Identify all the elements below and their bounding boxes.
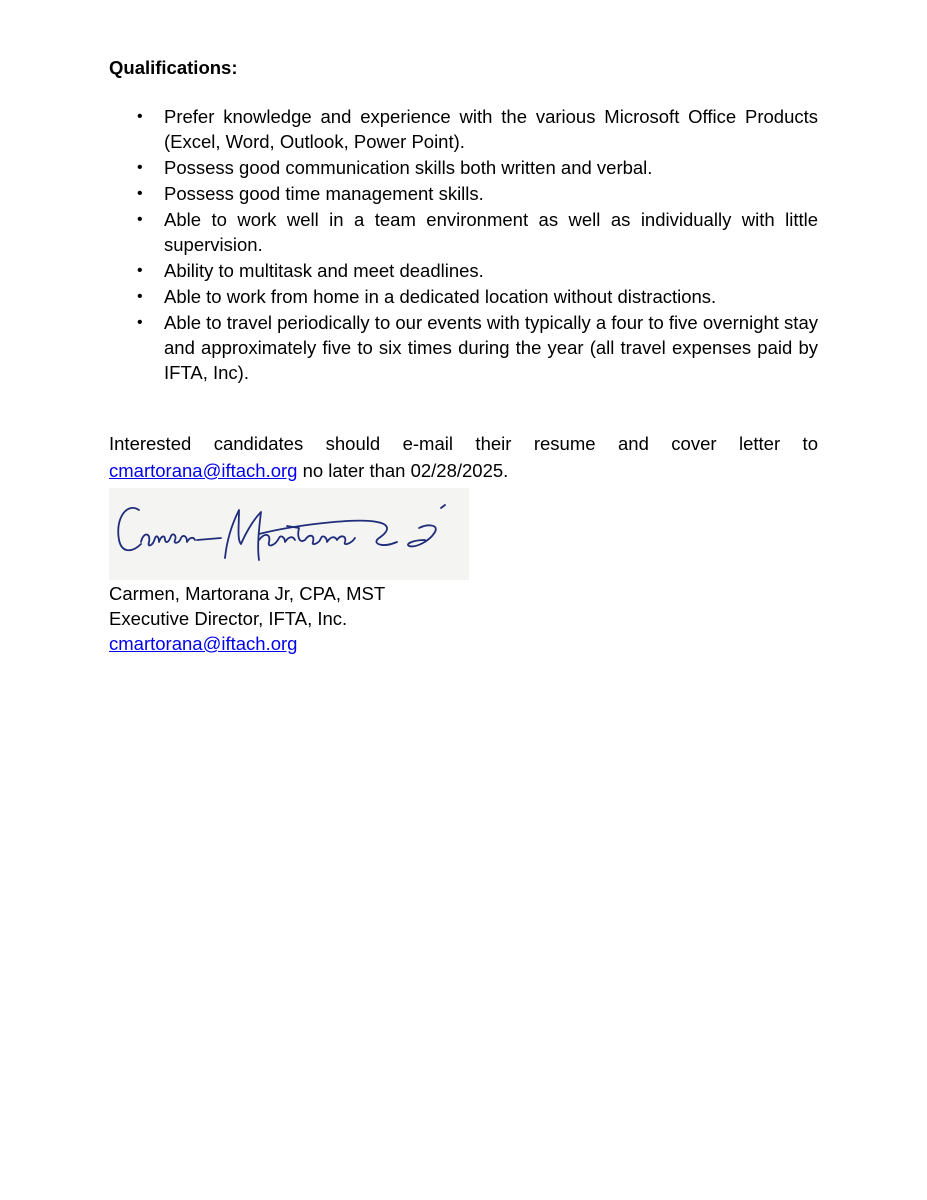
signer-title: Executive Director, IFTA, Inc.: [109, 608, 348, 629]
application-deadline: no later than 02/28/2025.: [297, 460, 509, 481]
list-item-text: Able to work well in a team environment as well as individually with little supervision.: [164, 209, 818, 255]
qualifications-heading: Qualifications:: [109, 57, 238, 78]
list-item-text: Able to travel periodically to our events with typically a four to five overnight stay and approximately five to six times during the year (all travel expenses paid by IFTA, Inc).: [164, 312, 818, 383]
bullet-icon: •: [137, 185, 143, 202]
list-item-text: Possess good communication skills both written and verbal.: [164, 157, 653, 178]
list-item: [109, 155, 818, 180]
bullet-icon: •: [137, 314, 143, 331]
list-item-text: Possess good time management skills.: [164, 183, 484, 204]
bullet-icon: •: [137, 288, 143, 305]
list-item: [109, 207, 818, 257]
bullet-icon: •: [137, 159, 143, 176]
signer-email-link[interactable]: cmartorana@iftach.org: [109, 633, 298, 654]
list-item-text: Able to work from home in a dedicated location without distractions.: [164, 286, 717, 307]
bullet-icon: •: [137, 108, 143, 125]
list-item: [109, 258, 818, 283]
list-item: [109, 284, 818, 309]
list-item-text: Ability to multitask and meet deadlines.: [164, 260, 484, 281]
qualifications-list: [109, 104, 818, 386]
signature-image: [109, 488, 469, 580]
bullet-icon: •: [137, 262, 143, 279]
signer-block: [109, 581, 385, 656]
list-item: [109, 181, 818, 206]
application-instructions: [109, 430, 818, 484]
application-intro: Interested candidates should e-mail their resume and cover letter to: [109, 433, 818, 454]
signer-name: Carmen, Martorana Jr, CPA, MST: [109, 583, 386, 604]
application-email-link[interactable]: cmartorana@iftach.org: [109, 460, 298, 481]
list-item-text: Prefer knowledge and experience with the various Microsoft Office Products (Excel, Word, Outlook, Power Point).: [164, 106, 818, 152]
handwritten-signature-icon: [109, 488, 469, 580]
list-item: [109, 310, 818, 385]
bullet-icon: •: [137, 211, 143, 228]
list-item: [109, 104, 818, 154]
